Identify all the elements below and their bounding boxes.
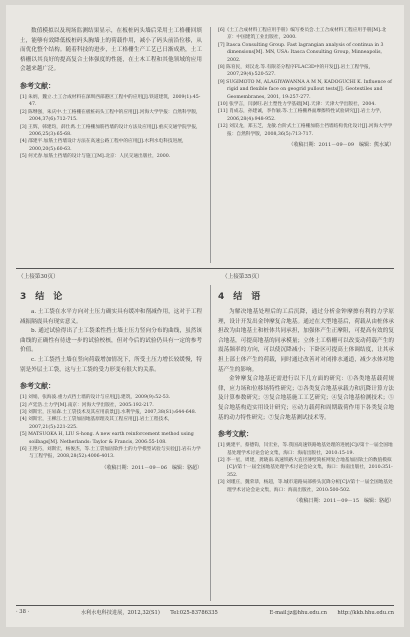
document-page	[6, 5, 404, 627]
reference-item: [3] 刘瑾庄，魏荣恭，杨超，等.城市道路局部桥头沉降分析[C]//第十一届全国地基处理学术讨论会论文集，海口：海南出版社，2010:500-502.	[218, 480, 393, 493]
reference-item: [6] 王艳巧，刘斯宏，杨俊杰，等.土工袋加固软件土的力学模型试验与实验[J].岩石力学与工程学报，2008,28(52):4006-4013.	[20, 447, 201, 460]
bottom-right-column	[218, 285, 394, 605]
top-left-column	[20, 27, 202, 265]
reference-item: [2] 陈继强，朱庆中.土工格栅在板桩码头工程中的应用[J].河海大学学报：自然科学版，2004,37(6):712-715.	[20, 109, 201, 123]
section-divider	[16, 268, 394, 269]
received-date: （收稿日期：2011－09－06 编辑：骆超）	[101, 464, 202, 471]
reference-item: [3] 王辉，韩建均，薛仕禹.土工格栅加筋挡墙的设计方法及应用[J].重庆交通学院学报，2006,25(3):65-68.	[20, 124, 201, 137]
reference-item: [11] 肖成志，孙建诚，李作颖.等.土工格栅界面摩擦特性试验研究[J].岩土力学，2006,28(4):948-952.	[218, 109, 385, 122]
bottom-left-column	[20, 285, 202, 605]
references-heading: 参考文献：	[218, 430, 253, 439]
reference-item: [9] SUGIMOTO M, ALAGIYAWANNA A M N, KADOGUCHI K. Influence of rigid and flexible face on geogrid pullout tests[J]. Geotextiles and Geomembranes, 2001, 19:257-277.	[218, 79, 392, 100]
references-heading: 参考文献：	[20, 382, 55, 391]
references-heading: 参考文献：	[20, 81, 55, 90]
reference-item: [8] 陈育民，刘汉龙.等.有限差分程序FLAC3D中的开发[J].岩土工程学报，2007,29(4):520-527.	[218, 65, 374, 78]
summary-paragraph: 金钟摩复合地基还需进行以下几方面的研究：①各类地基载荷规律，应力场和位移场特性研究；②各类复合地基承载力和沉降计算方法及计算参数研究；③复合地基施工工艺研究；④复合地基检测技术；⑤复合地基构造实用设计研究；⑥动力载荷和周期载荷作用下各类复合地基的动力特性研究；⑦复合地基测试技术等。	[218, 376, 394, 421]
reference-item: [3] 刘斯宏，汪易森.土工袋技术及其应用前景[J].水利学报，2007,38(S1):644-648.	[20, 409, 197, 415]
journal-info: 水利水电科技进展，2012,32(S1) Tel:025-83786335	[80, 610, 218, 616]
reference-item: [10] 张学言，闫澍旺.岩土塑性力学基础[M].天津：天津大学出版社，2004.	[218, 102, 376, 108]
reference-item: [1] 姚建平，蔡德钩，闫宏业，等.我国高速铁路地基处理的进展[C]//第十一届全国地基处理学术讨论会论文集，海口：海南出版社，2010:15-19.	[218, 443, 393, 456]
conclusion-item: b. 通过试验得出了土工袋柔性挡土墙土压力竖向分布的曲线，虽然该曲线的正确性有待进一步的试验校核，但对今后的试验仍具有一定的参考价值。	[20, 328, 202, 354]
reference-item: [2] 李一星，周建，龚晓南.高速铁路大直径薄壁筒桩网复合地基加固软土的数值模拟[C]//第十一届全国地基处理学术讨论会论文集，海口：海南出版社，2010:351-352.	[218, 457, 393, 478]
received-date: （收稿日期：2011－09－09 编辑：熊水斌）	[288, 142, 394, 149]
reference-item: [5] 何光春.加筋土挡墙的设计与施工[M].北京：人民交通出版社，2000.	[20, 154, 171, 160]
section-heading: 3 结 论	[20, 292, 63, 302]
reference-item: [5] MATSUOKA H, LIU S-hong. A new earth reinforcement method using soilbags[M]. Netherlands: Taylor & Francis, 2006:55-108.	[20, 432, 194, 445]
summary-paragraph: 为解决地基处理后的工后沉降，通过分析金钟摩擦有利的力学原理，设计开发出金钟摩复合地基。通过在大型地基后，荷载从由桩体承担改为由地基土和桩体共同承担，加强体产生正摩阻，可提高有效的复合地基，可提高地基的同承模量；立体土工格栅可以改变动荷载产生的震荡频率的方向，可以使沉降减小；下卧区可提高土体调结度，让其承担上部土体产生的荷载，同时通过改善对对闭排水通道，减少水体对地基产生的影响。	[218, 309, 394, 373]
conclusion-paragraph: 数值模拟以及现场监测结果显示，在板桩码头墙后采用土工格栅回填土，能够有效降低板桩码头胸墙上的荷载作用，减小了码头前沿位移，从而优化整个结构。随着科技的进步，土工格栅生产工艺已日渐成熟，土工格栅以其良好的提高复合土体强度的性能，在土木工程和其他领域的应用会越来越广泛。	[20, 28, 202, 73]
section-heading: 4 结 语	[218, 292, 261, 302]
page-number: · 38 ·	[16, 609, 30, 615]
reference-item: [7] Itasca Consulting Group. Fast lagrangian analysis of continua in 3 dimensions[M]. MN, USA: Itasca Consulting Group, Minneapolis, 2002.	[218, 42, 384, 63]
conclusion-item: c. 土工袋挡土墙在竖向荷载增加情况下，所受土压力增长较缓慢，特别是外层土工袋，这与土工袋的受力形变有很大的关系。	[20, 356, 202, 373]
reference-list	[20, 394, 202, 461]
received-date: （收稿日期：2011－09－15 编辑：骆超）	[293, 497, 394, 504]
page-footer	[16, 609, 394, 616]
footer-rule	[16, 605, 394, 606]
continued-note: （上接第30页）	[18, 274, 59, 280]
column-divider	[210, 27, 211, 263]
reference-item: [12] 刘汉龙，郑玉芝，龙敏.台阶式土工格栅加筋土挡墙结构优化设计[J].河海大学学报：自然科学版，2008,36(5):713-717.	[218, 124, 393, 137]
reference-item: [2] 卢廷浩.土力学[M].南京：河海大学出版社，2005:192-217.	[20, 402, 154, 408]
reference-item: [1] 朱炳，魏立.土工合成材料在深圳西部港区工程中的应用[J].铁道建筑，2009(1):45-47.	[20, 94, 201, 108]
journal-web: E-mail:jz@hhu.edu.cn http://kkb.hhu.edu.cn	[269, 610, 394, 616]
top-right-column	[218, 27, 394, 262]
column-divider	[210, 285, 211, 601]
reference-item: [1] 刘娟，张海波.重力式挡土墙的设计与应用[J].建筑，2009(9):52-53.	[20, 395, 171, 401]
conclusion-item: a. 土工袋在水平方向对土压力确实具有缓冲和削减作用，这对于工程减振隔震具有现实意义。	[20, 309, 202, 325]
reference-list	[20, 94, 202, 161]
continued-note: （上接第35页）	[222, 274, 263, 280]
reference-item: [4] 刘斯宏，王柳江.土工袋加固地基原理及其工程应用[J].岩土工程技术，2007,21(5):221-225.	[20, 417, 173, 430]
reference-item: [4] 邵建平.加筋土挡墙设计方法在高速公路工程中的应用[J].水利水电科技进展，2000,20(5):60-63.	[20, 139, 187, 152]
reference-list	[218, 27, 394, 138]
reference-item: [6]《土工合成材料工程应用手册》编写委员会.土工合成材料工程应用手册[M].北京：中国建筑工业出版社，2000.	[218, 28, 387, 41]
reference-list	[218, 442, 394, 494]
